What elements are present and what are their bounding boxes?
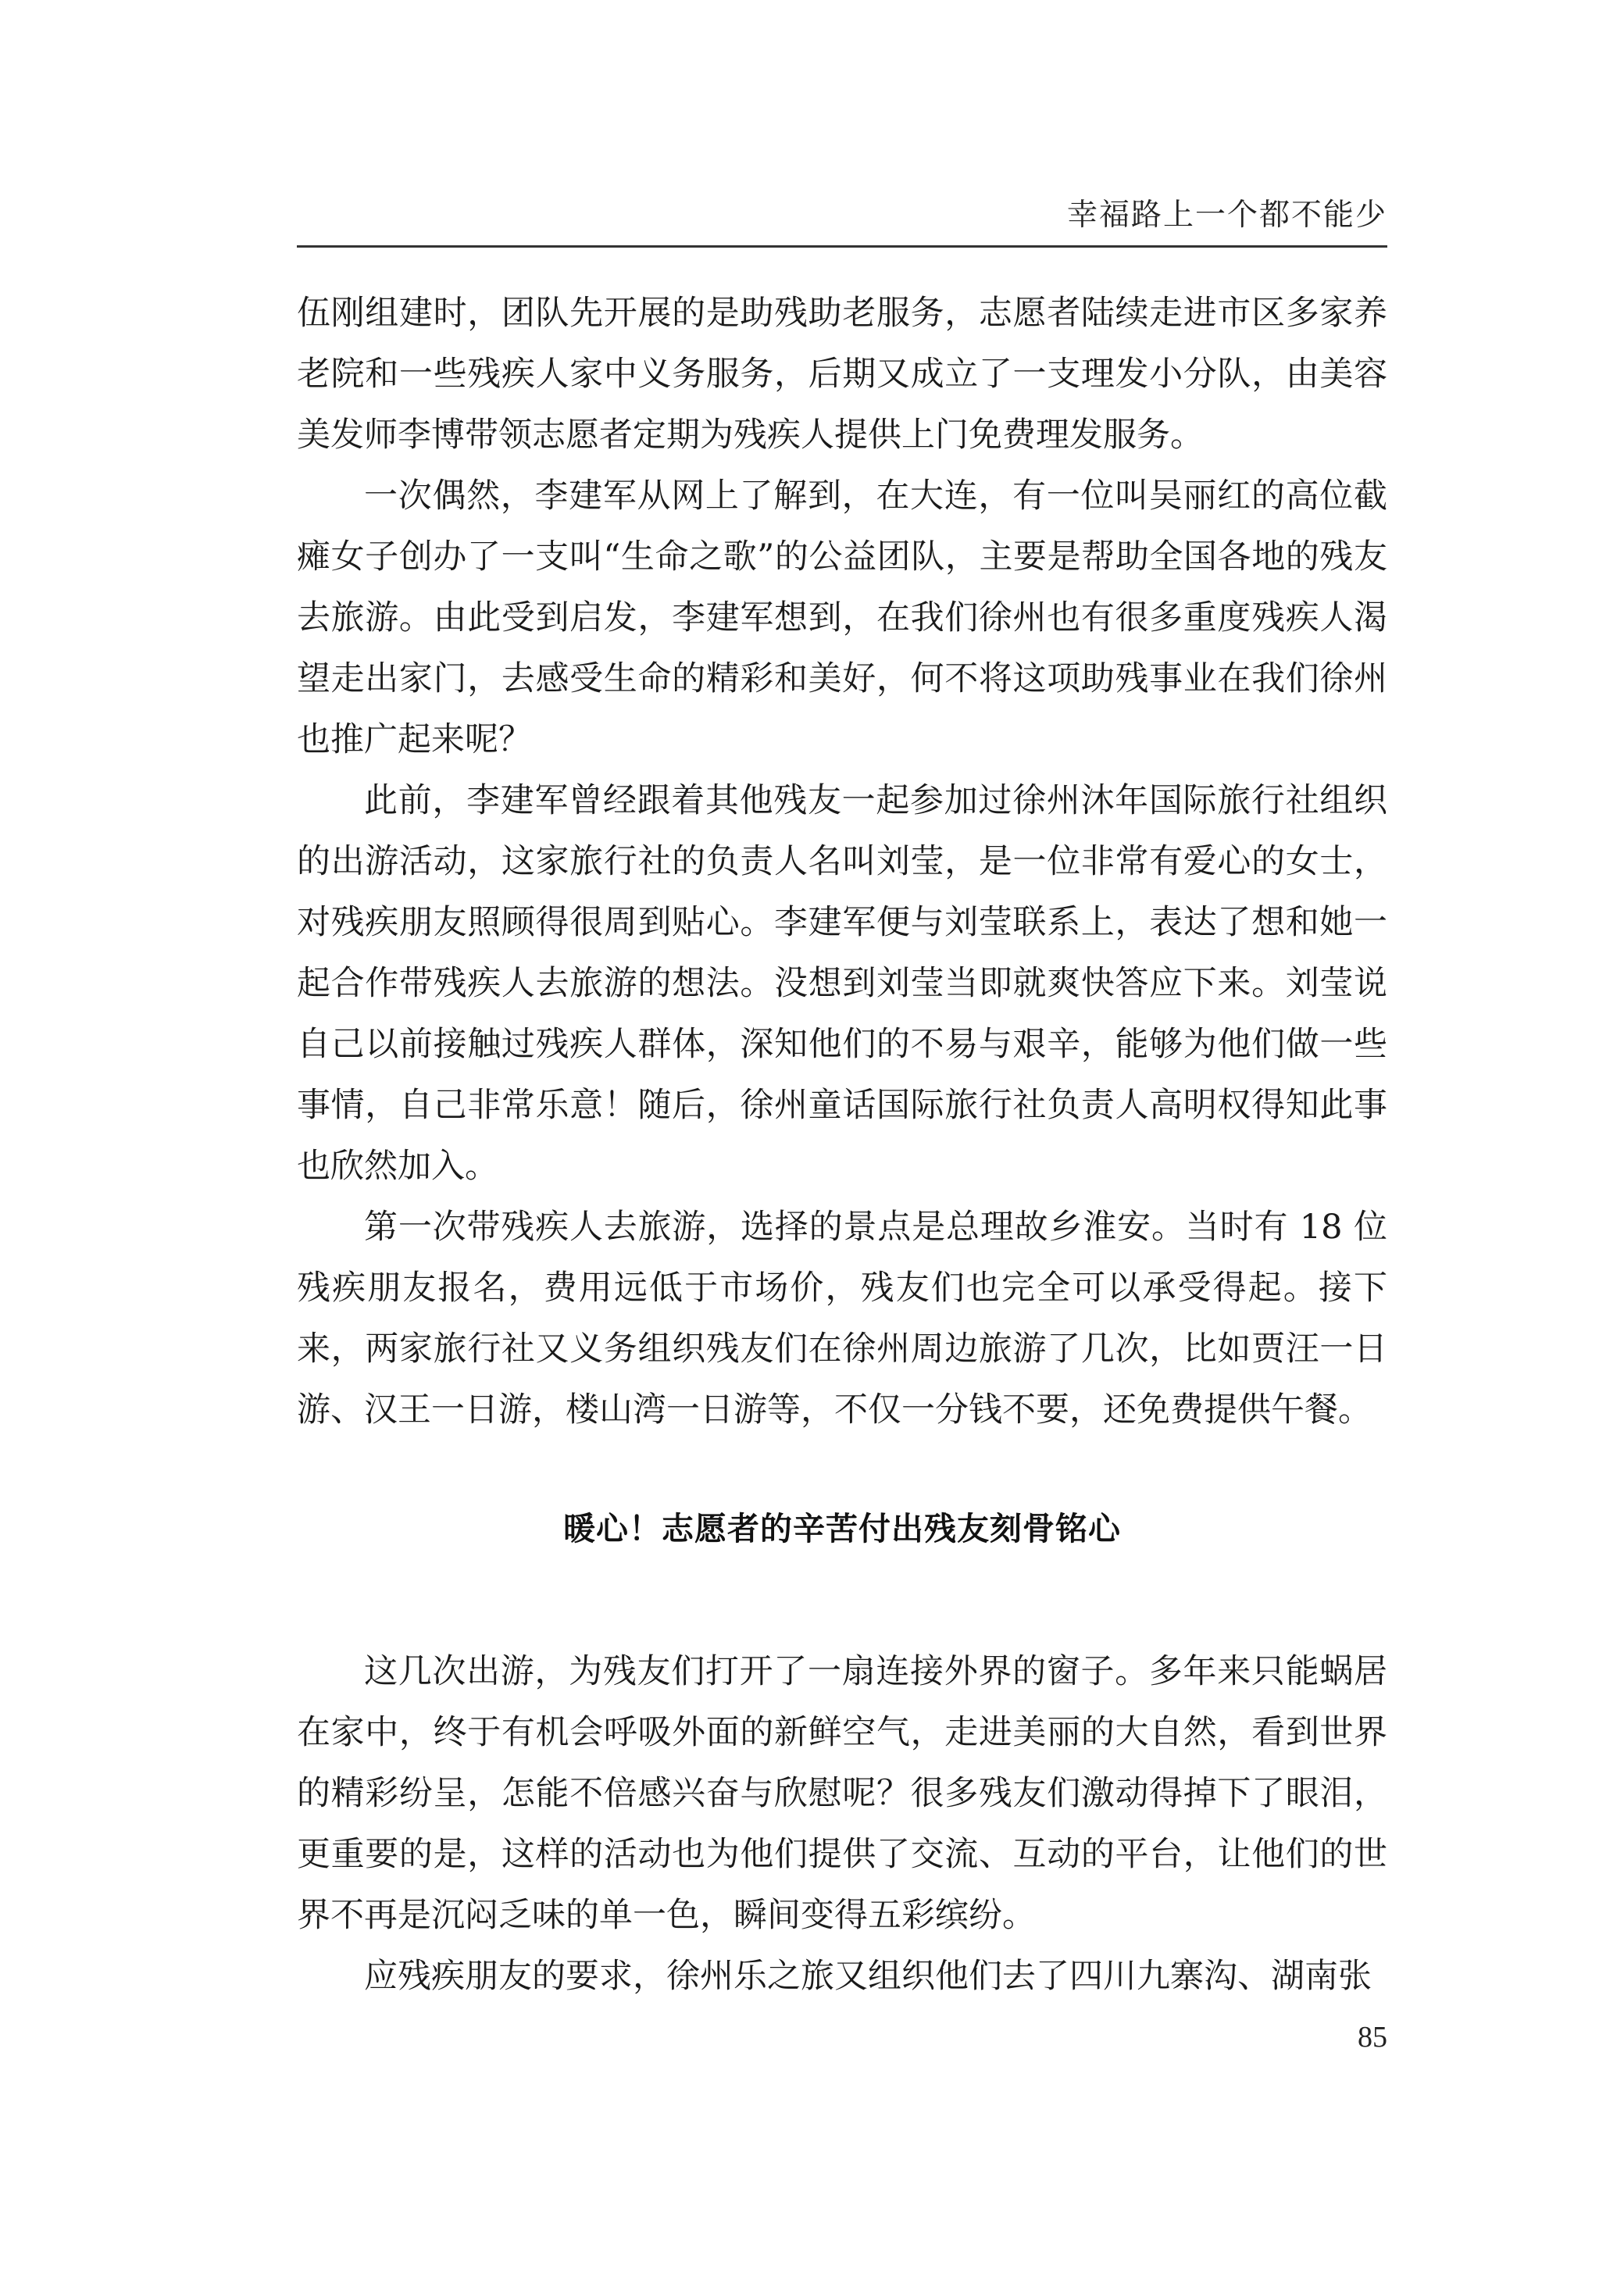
- paragraph: 此前，李建军曾经跟着其他残友一起参加过徐州沐年国际旅行社组织的出游活动，这家旅行社的负责人名叫刘莹，是一位非常有爱心的女士，对残疾朋友照顾得很周到贴心。李建军便与刘莹联系上，表达了想和她一起合作带残疾人去旅游的想法。没想到刘莹当即就爽快答应下来。刘莹说自己以前接触过残疾人群体，深知他们的不易与艰辛，能够为他们做一些事情，自己非常乐意！随后，徐州童话国际旅行社负责人高明权得知此事也欣然加入。: [297, 781, 1387, 1186]
- running-header: [297, 194, 1387, 248]
- running-title: 幸福路上一个都不能少: [1066, 198, 1387, 233]
- paragraph: 应残疾朋友的要求，徐州乐之旅又组织他们去了四川九寨沟、湖南张: [364, 1957, 1372, 1996]
- paragraph: 一次偶然，李建军从网上了解到，在大连，有一位叫吴丽红的高位截瘫女子创办了一支叫“生命之歌”的公益团队，主要是帮助全国各地的残友去旅游。由此受到启发，李建军想到，在我们徐州也有很多重度残疾人渴望走出家门，去感受生命的精彩和美好，何不将这项助残事业在我们徐州也推广起来呢？: [297, 476, 1387, 759]
- paragraph: 第一次带残疾人去旅游，选择的景点是总理故乡淮安。当时有 18 位残疾朋友报名，费用远低于市场价，残友们也完全可以承受得起。接下来，两家旅行社又义务组织残友们在徐州周边旅游了几次，比如贾汪一日游、汉王一日游，楼山湾一日游等，不仅一分钱不要，还免费提供午餐。: [297, 1208, 1387, 1429]
- section-heading: 暖心！志愿者的辛苦付出残友刻骨铭心: [563, 1510, 1121, 1547]
- paragraph: 伍刚组建时，团队先开展的是助残助老服务，志愿者陆续走进市区多家养老院和一些残疾人家中义务服务，后期又成立了一支理发小分队，由美容美发师李博带领志愿者定期为残疾人提供上门免费理发服务。: [297, 294, 1387, 455]
- page-number: 85: [1358, 2021, 1387, 2054]
- paragraph: 这几次出游，为残友们打开了一扇连接外界的窗子。多年来只能蜗居在家中，终于有机会呼吸外面的新鲜空气，走进美丽的大自然，看到世界的精彩纷呈，怎能不倍感兴奋与欣慰呢？很多残友们激动得掉下了眼泪，更重要的是，这样的活动也为他们提供了交流、互动的平台，让他们的世界不再是沉闷乏味的单一色，瞬间变得五彩缤纷。: [297, 1652, 1387, 1935]
- body-text: [297, 283, 1387, 2007]
